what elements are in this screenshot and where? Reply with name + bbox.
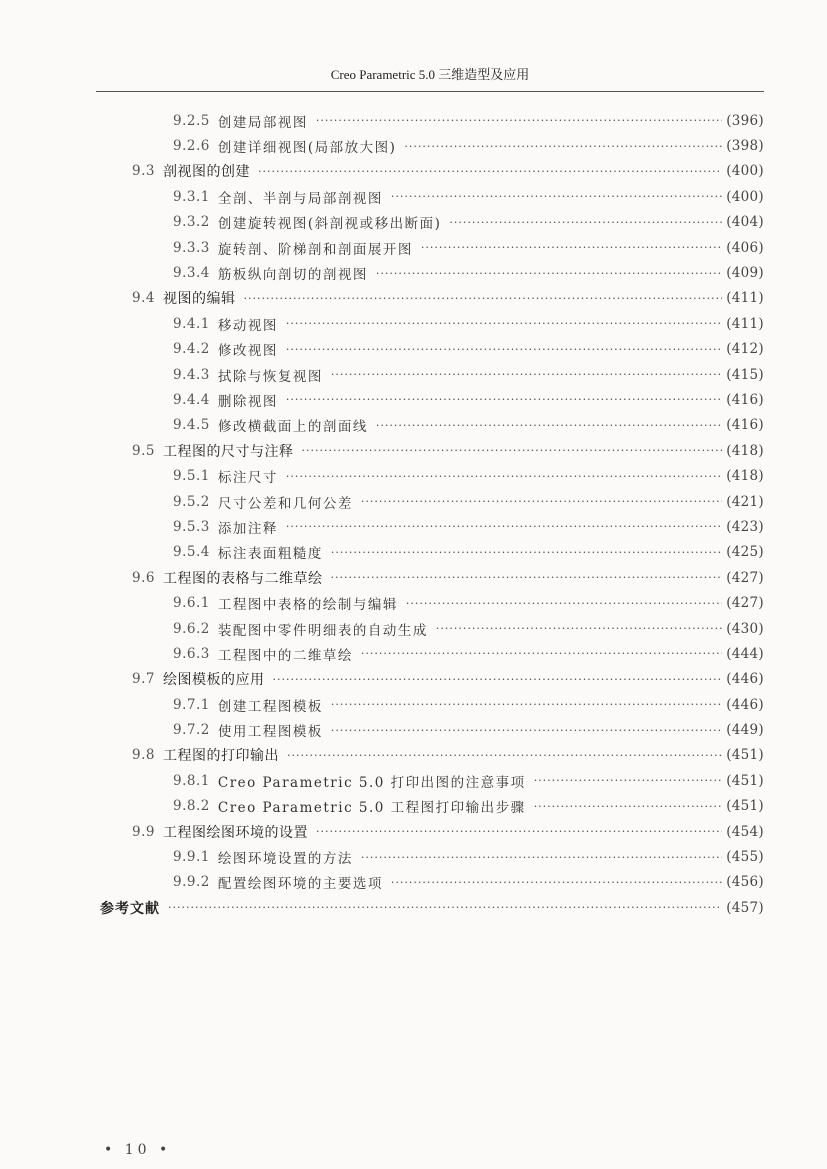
dot-leader [331,546,722,559]
toc-entry [173,108,764,133]
dot-leader [406,597,722,610]
toc-entry-number: 9.4 [132,290,155,307]
toc-entry-page: (406) [726,239,764,256]
toc-entry-title: 工程图的尺寸与注释 [162,443,294,460]
toc-entry-number: 9.3.4 [173,265,210,282]
page-number: • 10 • [104,1142,172,1158]
dot-leader [361,495,722,508]
toc-entry [173,514,764,539]
dot-leader [376,267,722,280]
dot-leader [361,851,722,864]
toc-entry-title: 参考文献 [100,900,160,917]
toc-entry-number: 9.3 [132,163,155,180]
toc-entry-page: (411) [726,315,764,332]
toc-entry-title: 尺寸公差和几何公差 [217,495,353,512]
dot-leader [376,419,722,432]
toc-entry [173,616,764,641]
toc-entry-title: 绘图环境设置的方法 [217,851,353,868]
toc-entry-number: 9.3.1 [173,188,210,205]
toc-entry-page: (421) [726,493,764,510]
dot-leader [436,622,722,635]
toc-entry-number: 9.7.1 [173,696,210,713]
toc-entry [173,184,764,209]
toc-entry-page: (455) [726,849,764,866]
toc-entry-number: 9.5.3 [173,518,210,535]
toc-entry [132,159,764,184]
dot-leader [534,774,723,787]
toc-entry [173,413,764,438]
toc-entry-title: 修改横截面上的剖面线 [217,419,368,436]
toc-entry-page: (418) [726,442,764,459]
toc-entry-number: 9.7.2 [173,722,210,739]
toc-entry [173,641,764,666]
toc-entry-page: (416) [726,417,764,434]
toc-entry-number: 9.2.5 [173,112,210,129]
toc-entry-page: (409) [726,265,764,282]
toc-entry [173,463,764,488]
toc-entry-title: 删除视图 [217,393,278,410]
toc-entry [173,362,764,387]
toc-entry-page: (396) [726,112,764,129]
toc-entry [173,387,764,412]
toc-entry [132,438,764,463]
toc-entry [173,235,764,260]
dot-leader [331,724,722,737]
toc-entry-page: (446) [726,696,764,713]
toc-entry-title: Creo Parametric 5.0 打印出图的注意事项 [217,774,526,791]
toc-entry-page: (416) [726,391,764,408]
toc-entry-page: (411) [726,290,764,307]
toc-entry-page: (415) [726,366,764,383]
toc-entry-title: 旋转剖、阶梯剖和剖面展开图 [217,241,413,258]
toc-entry-page: (457) [726,899,764,916]
toc-entry-page: (449) [726,722,764,739]
toc-entry-title: 绘图模板的应用 [162,672,265,689]
toc-entry-number: 9.6 [132,569,155,586]
table-of-contents [0,108,827,921]
dot-leader [272,673,722,686]
toc-entry [173,489,764,514]
toc-entry-page: (400) [726,188,764,205]
toc-entry-title: 视图的编辑 [162,291,236,308]
toc-entry-title: 工程图的打印输出 [162,748,279,765]
toc-entry [100,895,764,920]
dot-leader [391,876,722,889]
toc-entry-number: 9.8 [132,747,155,764]
dot-leader [243,292,722,305]
toc-entry [173,337,764,362]
dot-leader [331,698,722,711]
toc-entry-page: (451) [726,798,764,815]
toc-entry [173,794,764,819]
dot-leader [287,749,722,762]
toc-entry [173,870,764,895]
toc-entry-title: 拭除与恢复视图 [217,368,323,385]
toc-entry [173,692,764,717]
toc-entry-number: 9.5.4 [173,544,210,561]
toc-entry-page: (412) [726,341,764,358]
toc-entry-number: 9.9.2 [173,874,210,891]
toc-entry-title: 工程图绘图环境的设置 [162,824,308,841]
toc-entry [173,844,764,869]
toc-entry-page: (430) [726,620,764,637]
toc-entry-title: 全剖、半剖与局部剖视图 [217,190,383,207]
dot-leader [331,368,722,381]
toc-entry-number: 9.4.1 [173,315,210,332]
toc-entry-page: (446) [726,671,764,688]
toc-entry [173,768,764,793]
dot-leader [258,165,722,178]
dot-leader [286,470,722,483]
toc-entry-number: 9.6.3 [173,645,210,662]
toc-entry-page: (427) [726,569,764,586]
toc-entry-page: (454) [726,823,764,840]
dot-leader [301,444,722,457]
toc-entry-page: (404) [726,214,764,231]
dot-leader [168,901,722,914]
toc-entry-page: (456) [726,874,764,891]
toc-entry [173,717,764,742]
toc-entry-number: 9.8.2 [173,798,210,815]
toc-entry-title: 创建详细视图(局部放大图) [217,140,397,157]
toc-entry-title: 剖视图的创建 [162,164,250,181]
toc-entry [173,590,764,615]
toc-entry-number: 9.4.3 [173,366,210,383]
toc-entry-number: 9.9 [132,823,155,840]
toc-entry-page: (400) [726,163,764,180]
toc-entry-page: (418) [726,468,764,485]
toc-entry-title: 修改视图 [217,343,278,360]
running-header: Creo Parametric 5.0 三维造型及应用 [330,67,530,82]
dot-leader [316,825,722,838]
toc-entry [132,565,764,590]
toc-entry-number: 9.5.2 [173,493,210,510]
dot-leader [391,190,722,203]
dot-leader [286,520,722,533]
toc-entry [132,743,764,768]
toc-entry-number: 9.5.1 [173,468,210,485]
toc-entry [132,819,764,844]
toc-entry-title: 添加注释 [217,520,278,537]
toc-entry-number: 9.2.6 [173,138,210,155]
toc-entry-title: 工程图的表格与二维草绘 [162,570,323,587]
toc-entry [132,286,764,311]
toc-entry-number: 9.7 [132,671,155,688]
toc-entry-number: 9.3.3 [173,239,210,256]
toc-entry-title: 创建旋转视图(斜剖视或移出断面) [217,216,442,233]
toc-entry-page: (451) [726,747,764,764]
toc-entry-title: 工程图中表格的绘制与编辑 [217,597,398,614]
toc-entry-page: (427) [726,595,764,612]
toc-entry [173,311,764,336]
toc-entry-number: 9.5 [132,442,155,459]
toc-entry [173,210,764,235]
toc-entry-number: 9.4.2 [173,341,210,358]
toc-entry-title: 使用工程图模板 [217,724,323,741]
toc-entry-title: 装配图中零件明细表的自动生成 [217,622,428,639]
toc-entry-number: 9.6.2 [173,620,210,637]
toc-entry-title: 工程图中的二维草绘 [217,647,353,664]
dot-leader [330,571,722,584]
toc-entry-title: 移动视图 [217,317,278,334]
toc-entry-page: (444) [726,645,764,662]
dot-leader [449,216,722,229]
dot-leader [286,317,722,330]
toc-entry [132,667,764,692]
dot-leader [286,393,722,406]
toc-entry-page: (425) [726,544,764,561]
toc-entry-number: 9.6.1 [173,595,210,612]
toc-entry-title: 创建工程图模板 [217,698,323,715]
toc-entry [173,260,764,285]
toc-entry [173,540,764,565]
toc-entry-title: 配置绘图环境的主要选项 [217,876,383,893]
dot-leader [534,800,723,813]
toc-entry-page: (423) [726,518,764,535]
dot-leader [404,140,722,153]
toc-entry-page: (398) [726,138,764,155]
toc-entry [173,133,764,158]
dot-leader [361,647,722,660]
toc-entry-page: (451) [726,772,764,789]
toc-entry-number: 9.9.1 [173,849,210,866]
dot-leader [316,114,722,127]
dot-leader [421,241,722,254]
toc-entry-number: 9.8.1 [173,772,210,789]
toc-entry-title: 创建局部视图 [217,114,308,131]
toc-entry-number: 9.4.4 [173,391,210,408]
dot-leader [286,343,722,356]
toc-entry-number: 9.4.5 [173,417,210,434]
toc-entry-title: 标注表面粗糙度 [217,546,323,563]
toc-entry-title: 筋板纵向剖切的剖视图 [217,267,368,284]
header-rule [96,91,764,92]
toc-entry-number: 9.3.2 [173,214,210,231]
toc-entry-title: Creo Parametric 5.0 工程图打印输出步骤 [217,800,526,817]
toc-entry-title: 标注尺寸 [217,470,278,487]
